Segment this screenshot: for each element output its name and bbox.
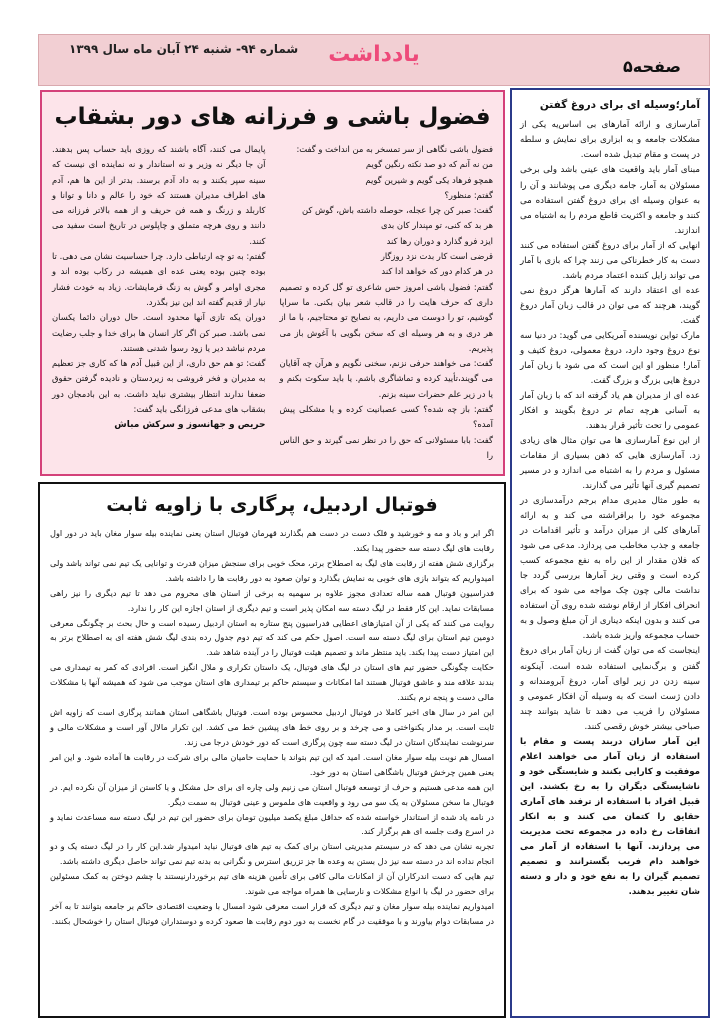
sidebar-article — [510, 88, 710, 1018]
football-paragraph: فدراسیون فوتبال همه ساله تعدادی مجوز علاوه بر سهمیه به برخی از استان های محروم می دهد تا تیم دیگری را نیز راهی مسابقات نماید. این کار فقط در لیگ دسته سه امکان پذیر است و تیم دیگری از استان اجازه این کار را ندارد. — [50, 587, 494, 613]
feature-line: من نه آنم که دو صد نکته رنگین گویم — [365, 159, 493, 170]
feature-line: گفتم: فضول باشی امروز حس شاعری تو گل کرده و تصمیم داری که حرف هایت را در قالب شعر بیان بکنی. ما سراپا گوشیم، تو را دوست می داریم، به نصایح تو محتاجیم، با ما از هر دری و به هر وسیله ای که سخن بگویی با آغوش باز می پذیریم. — [279, 281, 493, 353]
football-paragraph: اگر ابر و باد و مه و خورشید و فلک دست در دست هم بگذارند قهرمان فوتبال استان یعنی نماینده بیله سوار مغان باید در دور اول رقابت های لیگ دسته سه حضور پیدا بکند. — [50, 528, 494, 553]
feature-line: قرضی است کار بدت نزد روزگار — [380, 251, 493, 262]
feature-line: پایمال می کنند، آگاه باشند که روزی باید حساب پس بدهند. آن جا دیگر نه وزیر و نه استاندار و نه نماینده ای نیست که سینه سپر بکنند و به داد آدم برسند. بدتر از این ها هم، آدم های اطراف مدیران هستند که خود را عالم و دانا و توانا و کاربلد و زرنگ و همه فن حریف و از همه بالاتر فرزانه می دانند و روی هرچه متملق و چاپلوس در تاریخ است سفید می کنند. — [52, 144, 266, 246]
sidebar-paragraph: از این نوع آمارسازی ها می توان مثال های زیادی زد. آمارسازی هایی که ذهن بسیاری از مقامات مسئول و مردم را به اشتباه می اندازد و در مسیر تصمیم گیری آنها تأثیر می گذارند. — [520, 436, 700, 492]
feature-line: گفت: بابا مسئولانی که حق را در نظر نمی گیرند و حق الناس را — [279, 434, 493, 460]
feature-signature: حریص و جهانسوز و سرکش مباش — [114, 420, 266, 431]
section-title: یادداشت — [328, 42, 420, 67]
feature-line: گفت: می خواهند حرفی نزنم، سخنی نگویم و هرآن چه آقایان می گویند،تأیید کرده و تماشاگری باشم. یا باید سکوت بکنم و یا در زیر علم حضرات سینه بزنم. — [279, 358, 493, 399]
football-paragraph: برگزاری شش هفته از رقابت های لیگ به اصطلاح برتر، محک خوبی برای سنجش میزان قدرت و توانایی یک تیم نمی تواند باشد ولی امیدواریم که بتواند بازی های خوبی به نمایش بگذارد و توان صعود به دور رقابت ها را داشته باشد. — [50, 557, 494, 583]
football-article — [38, 482, 506, 1018]
feature-line: گفتم: باز چه شده؟ کسی عصبانیت کرده و یا مشکلی پیش آمده؟ — [279, 404, 493, 430]
sidebar-closing: این آمار سازان دربند پست و مقام با استفاده از زبان آمار می خواهند اعلام موفقیت و کارایی بکنند و شایستگی خود و ناشایستگی دیگران را به رخ بکشند. این قبیل افراد با استفاده از ترفند های آماری حقایق را کتمان می کنند و به انکار اتفاقات رخ داده در مجموعه تحت مدیریت می پردازند. آنها با استفاده از آمار می خواهند دام فریب بگسترانند و تصمیم تصمیم گیران را به نفع خود و دار و دسته شان تغییر بدهند. — [520, 736, 700, 897]
feature-article — [40, 90, 505, 476]
feature-line: گفتم: به تو چه ارتباطی دارد. چرا حساسیت نشان می دهی. تا بوده چنین بوده یعنی عده ای همیشه در رکاب بوده اند و مجری اوامر و گوش به زنگ فرمایشات. زیاد به خودت فشار نیار از قدیم گفته اند این نیز بگذرد. — [52, 251, 266, 307]
feature-line: فضول باشی نگاهی از سر تمسخر به من انداخت و گفت: — [296, 144, 493, 154]
sidebar-paragraph: مارک تواین نویسنده آمریکایی می گوید: در دنیا سه نوع دروغ وجود دارد، دروغ معمولی، دروغ کثیف و آمار! منظور او این است که می شود با زبان آمار دروغ هایی بزرگ و بزرگ گفت. — [520, 330, 700, 386]
sidebar-paragraph: اینجاست که می توان گفت از زبان آمار برای دروغ گفتن و برگ‌نمایی استفاده شده است. آینکونه سینه زدن در زیر لوای آمار، دروغ آبرومندانه و دادن ژست است که به وسیله آن افکار عمومی و مسئولان را فریب می دهند تا شاید بتوانند چند صباحی بیشتر خوش رقصی کنند. — [520, 646, 700, 732]
football-paragraph: حکایت چگونگی حضور تیم های استان در لیگ های فوتبال، یک داستان تکراری و ملال انگیز است. افرادی که کمر به تیمداری می بندند علاقه مند و عاشق فوتبال هستند اما امکانات و سیستم حاکم بر تیمداری های استان موجب می شود که همیشه آنها با مشکلات مالی دست و پنجه نرم بکنند. — [50, 662, 494, 703]
page-header — [38, 34, 710, 86]
football-paragraph: این امر در سال های اخیر کاملا در فوتبال اردبیل محسوس بوده است. فوتبال باشگاهی استان همانند پرگاری است که زاویه اش ثابت است. بر مدار یکنواختی و می چرخد و بر روی خط های پیشین خط می کشد. این تکرار مالال آور است و مشکلات مالی و سرنوشت نمایندگان استان در لیگ دسته سه چون پرگاری است که دور خودش درجا می زند. — [50, 707, 494, 747]
feature-column-left — [52, 142, 266, 463]
feature-column-right — [280, 142, 494, 463]
football-paragraph: در نامه یاد شده از استاندار خواسته شده که حداقل مبلغ یکصد میلیون تومان برای حضور این تیم در لیگ دسته سه مساعدت نماید و در اسرع وقت جلسه ای هم برگزار کند. — [50, 811, 494, 837]
sidebar-paragraph: عده ای از مدیران هم یاد گرفته اند که با زبان آمار به آسانی هرچه تمام تر دروغ بگویند و افکار عمومی را تحت تأثیر قرار بدهند. — [520, 390, 700, 431]
football-paragraph: امیدواریم نماینده بیله سوار مغان و تیم دیگری که قرار است معرفی شود امسال با وضعیت اقتصادی حاکم بر جامعه بتوانند تا به آخر در مسابقات دوام بیاورند و با موفقیت در گام نخست به دور دوم رقابت ها صعود کرده و دوستداران فوتبال استان را خوشحال بکنند. — [50, 901, 494, 926]
feature-line: همچو فرهاد یکی گویم و شیرین گویم — [365, 174, 493, 185]
sidebar-title: آمار؛وسیله ای برای دروغ گفتن — [539, 99, 700, 111]
feature-line: هر بد که کنی، تو مپندار کان بدی — [380, 220, 493, 231]
feature-line: گفتم: منظور؟ — [444, 189, 493, 200]
football-paragraph: روایت می کنند که یکی از آن امتیازهای اعطایی فدراسیون پنج ستاره به استان اردبیل رسیده است و حال بحث بر چگونگی معرفی دومین تیم استان برای لیگ دسته سه است. اصول حکم می کند که تیم دوم جدول رده بندی لیگ شش هفته ای به اصطلاح برتر به این امتیاز دست پیدا بکند. باید منتظر ماند و تصمیم هیئت فوتبال را در آینده شاهد شد. — [50, 617, 494, 658]
football-body — [50, 526, 494, 929]
feature-line: دوران یکه تازی آنها محدود است. حال دوران دائما یکسان نمی باشد. صبر کن اگر کار انسان ها برای خدا و جلب رضایت مردم نباشد دیر یا زود رسوا شدنی هستند. — [52, 312, 266, 353]
feature-line: گفت: صبر کن چرا عجله، حوصله داشته باش، گوش کن — [301, 205, 493, 216]
sidebar-paragraph: آمارسازی و ارائه آمارهای بی اساس‌یه یکی از مشکلات جامعه و به ابزاری برای نمایش و سلطه در پست و مقام تبدیل شده است. — [520, 120, 700, 161]
feature-line: ایزد فرو گذارد و دوران رها کند — [386, 235, 493, 246]
feature-line: در هر کدام دور که خواهد ادا کند — [381, 266, 493, 277]
sidebar-paragraph: مبنای آمار باید واقعیت های عینی باشد ولی برخی مسئولان به آمار، جامه دیگری می پوشانند و آن را به عنوان وسیله ای برای دروغ گفتن استفاده می کنند و جامعه و اکثریت قاطع مردم را به اشتباه می اندازند. — [520, 165, 700, 236]
football-title: فوتبال اردبیل، پرگاری با زاویه ثابت — [106, 494, 438, 516]
sidebar-paragraph: به طور مثال مدیری مدام برجم درآمدسازی در مجموعه خود را برافراشته می کند و به ارائه آمارهای کلی از میزان درآمد و تأثیر اقدامات در جامعه و جذب مخاطب می پردازد. مدعی می شود که فلان مقدار از این راه به نفع مجموعه کسب کرده است و وقتی ریز آمارها بررسی گردد جا نداشت مالی چون چک مواجه می شود که برای انحراف افکار از ارقام نوشته شده روی آن استفاده می کنند و بدون اینکه دیناری از آن مبلغ وصول و به حساب مجموعه واریز شده باشد. — [520, 496, 700, 642]
football-paragraph: این همه مدعی هستیم و حرف از توسعه فوتبال استان می زنیم ولی چاره ای برای حل مشکل و یا کاستن از میزان آن نکرده ایم. در فوتبال ما سخن مسئولان به یک سو می رود و واقعیت های ملموس و عینی فوتبال به سمت دیگر. — [50, 781, 494, 807]
issue-line: شماره ۹۴- شنبه ۲۴ آبان ماه سال ۱۳۹۹ — [69, 42, 299, 56]
sidebar-paragraph: عده ای اعتقاد دارند که آمارها هرگز دروغ نمی گویند، هرچند که می توان در قالب زبان آمار دروغ گفت. — [520, 285, 700, 326]
football-paragraph: تجربه نشان می دهد که در سیستم مدیریتی استان برای کمک به تیم های فوتبال نباید امیدوار شد.این کار را در لیگ دسته یک و دو انجام نداده اند در دسته سه نیز دل بستن به وعده ها جز تزریق استرس و نگرانی به بدنه تیم نمی تواند حاصل دیگری داشته باشد. — [50, 841, 494, 867]
page-number: صفحه۵ — [623, 57, 681, 76]
football-paragraph: امسال هم نوبت بیله سوار مغان است. امید که این تیم بتواند با حمایت حامیان مالی برای شرکت در رقابت ها آماده شود. و این امر یعنی همین چرخش فوتبال باشگاهی استان به دور خود. — [50, 751, 494, 777]
feature-title: فضول باشی و فرزانه های دور بشقاب — [54, 104, 491, 130]
feature-line: گفت: تو هم حق داری، از این قبیل آدم ها که کاری جز تعظیم به مدیران و فخر فروشی به زیردستان و نادیده گرفتن حقوق ضعفا ندارند انتظار بیشتری نباید داشت. به این بادمجان دور بشقاب های مدعی فرزانگی باید گفت: — [52, 358, 266, 415]
sidebar-paragraph: انهایی که از آمار برای دروغ گفتن استفاده می کنند دست به کار خطرناکی می زنند چرا که بازی با آمار می تواند زایل کننده اعتماد مردم باشد. — [520, 240, 700, 281]
football-paragraph: تیم هایی که دست اندرکاران آن از امکانات مالی کافی برای تأمین هزینه های تیم برخوردارنیستند با چشم دوختن به کمک مسئولین برای حضور در لیگ با انواع مشکلات و نارسایی ها همراه مواجه می شوند. — [50, 871, 494, 897]
